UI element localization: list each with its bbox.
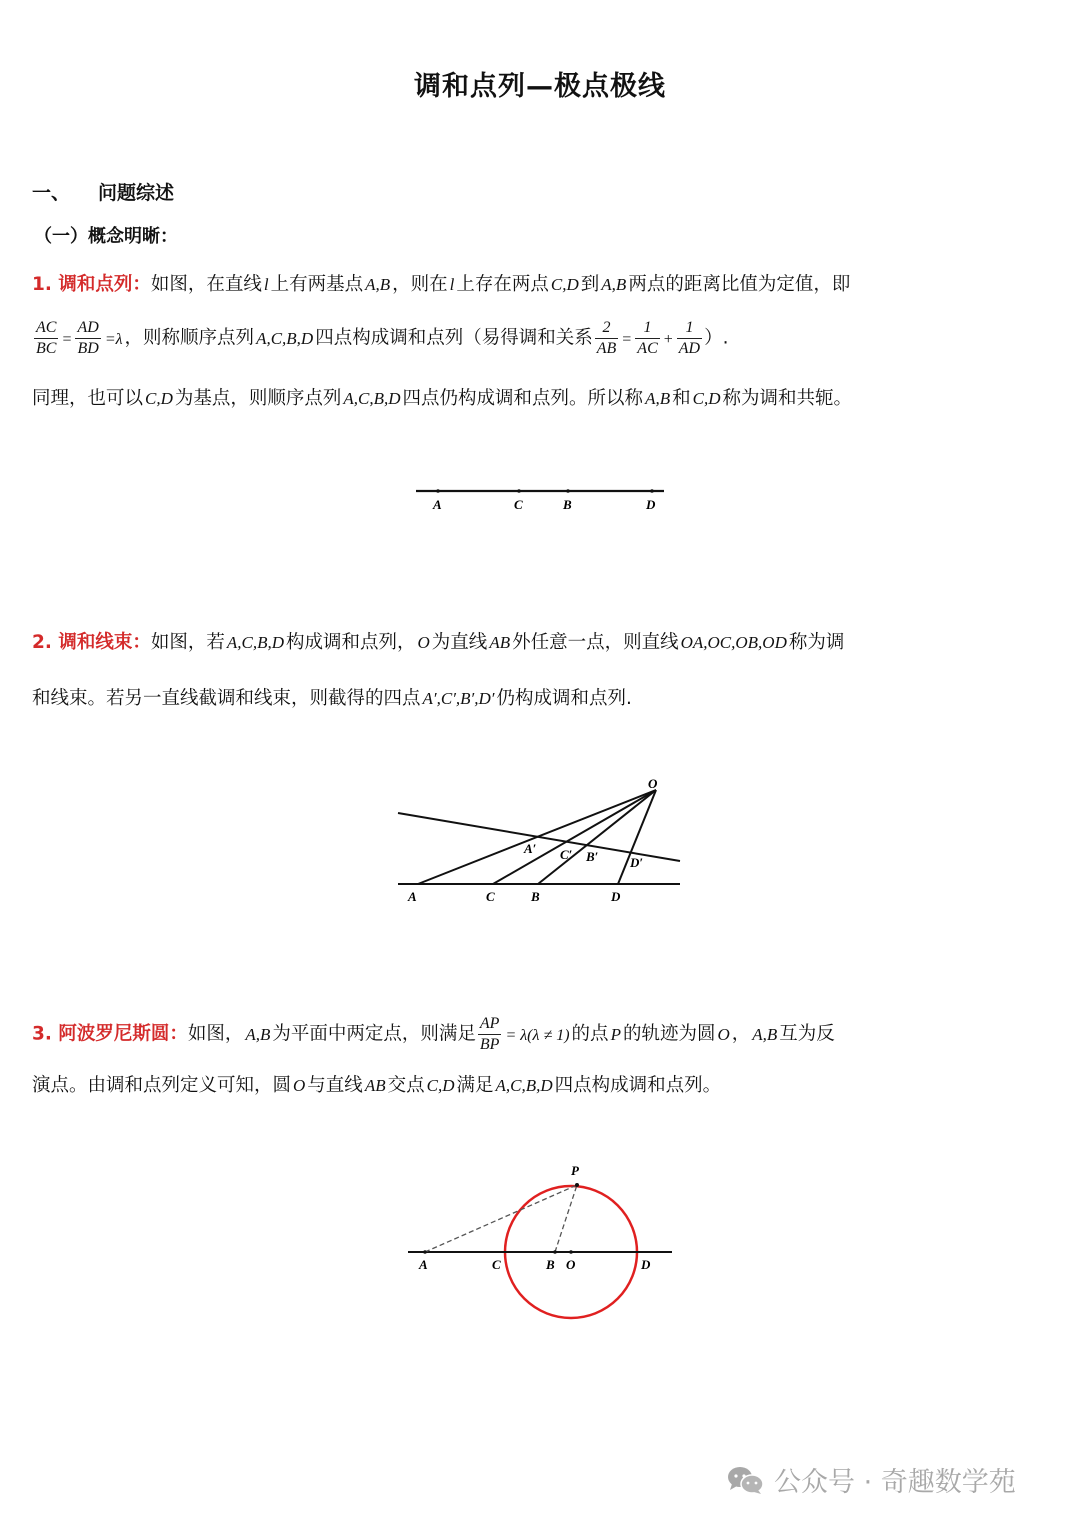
- math: A,C,B,D: [226, 633, 284, 652]
- item2-heading: 2. 调和线束：: [32, 632, 151, 653]
- point-label-a: A: [408, 889, 417, 904]
- item3-heading: 3. 阿波罗尼斯圆：: [32, 1023, 188, 1045]
- math: OA,OC,OB,OD: [680, 633, 787, 652]
- point-label-d-prime: D′: [630, 855, 644, 870]
- equals: =: [622, 330, 632, 348]
- item1-line2: [32, 318, 729, 359]
- text: 满足: [456, 1075, 494, 1096]
- point-label-b: B: [531, 889, 540, 904]
- point-label-d: D: [646, 497, 656, 512]
- text: 如图，若: [150, 632, 225, 653]
- text: 称为调和共轭。: [722, 388, 852, 409]
- math: A,B: [645, 389, 671, 408]
- text: ，则称顺序点列: [124, 327, 255, 349]
- point-label-a: A: [419, 1257, 428, 1272]
- text: 四点构成调和点列。: [554, 1075, 722, 1096]
- wechat-icon: [726, 1465, 766, 1495]
- text: 为基点，则顺序点列: [174, 388, 342, 409]
- point-label-d: D: [611, 889, 621, 904]
- text: ，: [731, 1023, 751, 1045]
- text: 和: [672, 388, 691, 409]
- text: 如图，在直线: [150, 274, 262, 295]
- lambda: =λ: [104, 330, 123, 348]
- subsection-heading: （一）概念明晰：: [34, 226, 178, 247]
- text: 同理，也可以: [32, 388, 144, 409]
- point-label-b: B: [546, 1257, 555, 1272]
- text: 称为调: [788, 632, 845, 653]
- point-label-c: C: [492, 1257, 501, 1272]
- math: O: [417, 633, 430, 652]
- point-label-b-prime: B′: [586, 849, 599, 864]
- math: AB: [364, 1076, 386, 1095]
- fraction-ap-bp: $\frac{AP}{BP}$: [479, 1015, 500, 1053]
- text: 到: [580, 274, 600, 295]
- text: 上存在两点: [456, 274, 549, 295]
- math: O: [717, 1024, 730, 1044]
- math: l: [449, 275, 455, 294]
- text: 的轨迹为圆: [622, 1023, 716, 1045]
- text: 与直线: [307, 1075, 363, 1096]
- text: 构成调和点列，: [286, 632, 416, 653]
- text: 如图，: [187, 1023, 244, 1045]
- math: C,D: [426, 1076, 455, 1095]
- point-label-o: O: [566, 1257, 576, 1272]
- item1-line1: [32, 272, 850, 298]
- fraction-1-ac: $\frac{1}{AC}$: [637, 319, 658, 357]
- text: ，则在: [392, 274, 448, 295]
- item2-line2: [32, 686, 632, 712]
- text: 互为反: [779, 1023, 835, 1045]
- math: A,C,B,D: [495, 1076, 553, 1095]
- item1-heading: 1. 调和点列：: [32, 274, 151, 295]
- page-title: 调和点列—极点极线: [414, 71, 666, 102]
- math: A,B: [365, 275, 391, 294]
- text: 四点构成调和点列（易得调和关系: [315, 327, 593, 349]
- math: A,B: [752, 1024, 778, 1044]
- math: A,B: [601, 275, 627, 294]
- plus: +: [663, 330, 673, 348]
- text: 外任意一点，则直线: [512, 632, 679, 653]
- math: P: [610, 1024, 621, 1044]
- item3-line2: [32, 1073, 721, 1099]
- item3-line1: [32, 1014, 835, 1055]
- math: C,D: [550, 275, 579, 294]
- fraction-ac-bc: $\frac{AC}{BC}$: [36, 319, 57, 357]
- text: ）.: [704, 327, 729, 349]
- figure-harmonic-range: [410, 478, 670, 518]
- text: 四点仍构成调和点列。所以称: [402, 388, 644, 409]
- figure-harmonic-pencil: [390, 770, 690, 910]
- fraction-2-ab: $\frac{2}{AB}$: [596, 319, 617, 357]
- point-label-p: P: [571, 1163, 579, 1178]
- math: A,C,B,D: [256, 328, 314, 348]
- math: l: [263, 275, 269, 294]
- lambda-condition: = λ(λ ≠ 1): [505, 1026, 570, 1044]
- item1-line3: [32, 386, 852, 412]
- item2-line1: [32, 630, 844, 656]
- text: 为直线: [431, 632, 488, 653]
- section-number: 一、: [32, 182, 71, 204]
- text: 上有两基点: [270, 274, 364, 295]
- text: 和线束。若另一直线截调和线束，则截得的四点: [32, 688, 421, 709]
- math: O: [293, 1076, 306, 1095]
- text: 演点。由调和点列定义可知，圆: [32, 1075, 292, 1096]
- math: A,B: [245, 1024, 271, 1044]
- equals: =: [62, 330, 72, 348]
- section-heading: [32, 178, 174, 205]
- figure-apollonius-circle: [400, 1155, 680, 1325]
- fraction-ad-bd: $\frac{AD}{BD}$: [77, 319, 99, 357]
- math: C,D: [692, 389, 721, 408]
- math: A,C,B,D: [343, 389, 401, 408]
- point-label-a-prime: A′: [524, 841, 537, 856]
- text: 两点的距离比值为定值，即: [628, 274, 851, 295]
- point-label-d: D: [641, 1257, 651, 1272]
- point-label-c: C: [486, 889, 495, 904]
- text: 仍构成调和点列.: [496, 688, 632, 709]
- math: C,D: [145, 389, 173, 408]
- watermark-text: 公众号 · 奇趣数学苑: [774, 1467, 1016, 1498]
- text: 为平面中两定点，则满足: [272, 1023, 476, 1045]
- watermark: [726, 1460, 1016, 1499]
- point-label-a: A: [433, 497, 442, 512]
- text: 的点: [571, 1023, 609, 1045]
- fraction-1-ad: $\frac{1}{AD}$: [678, 319, 701, 357]
- vertex-label-o: O: [648, 776, 658, 791]
- math: A′,C′,B′,D′: [422, 689, 495, 708]
- point-label-b: B: [563, 497, 572, 512]
- math: AB: [489, 633, 511, 652]
- text: 交点: [387, 1075, 425, 1096]
- point-label-c: C: [514, 497, 523, 512]
- point-label-c-prime: C′: [560, 847, 573, 862]
- section-label: 问题综述: [98, 182, 175, 204]
